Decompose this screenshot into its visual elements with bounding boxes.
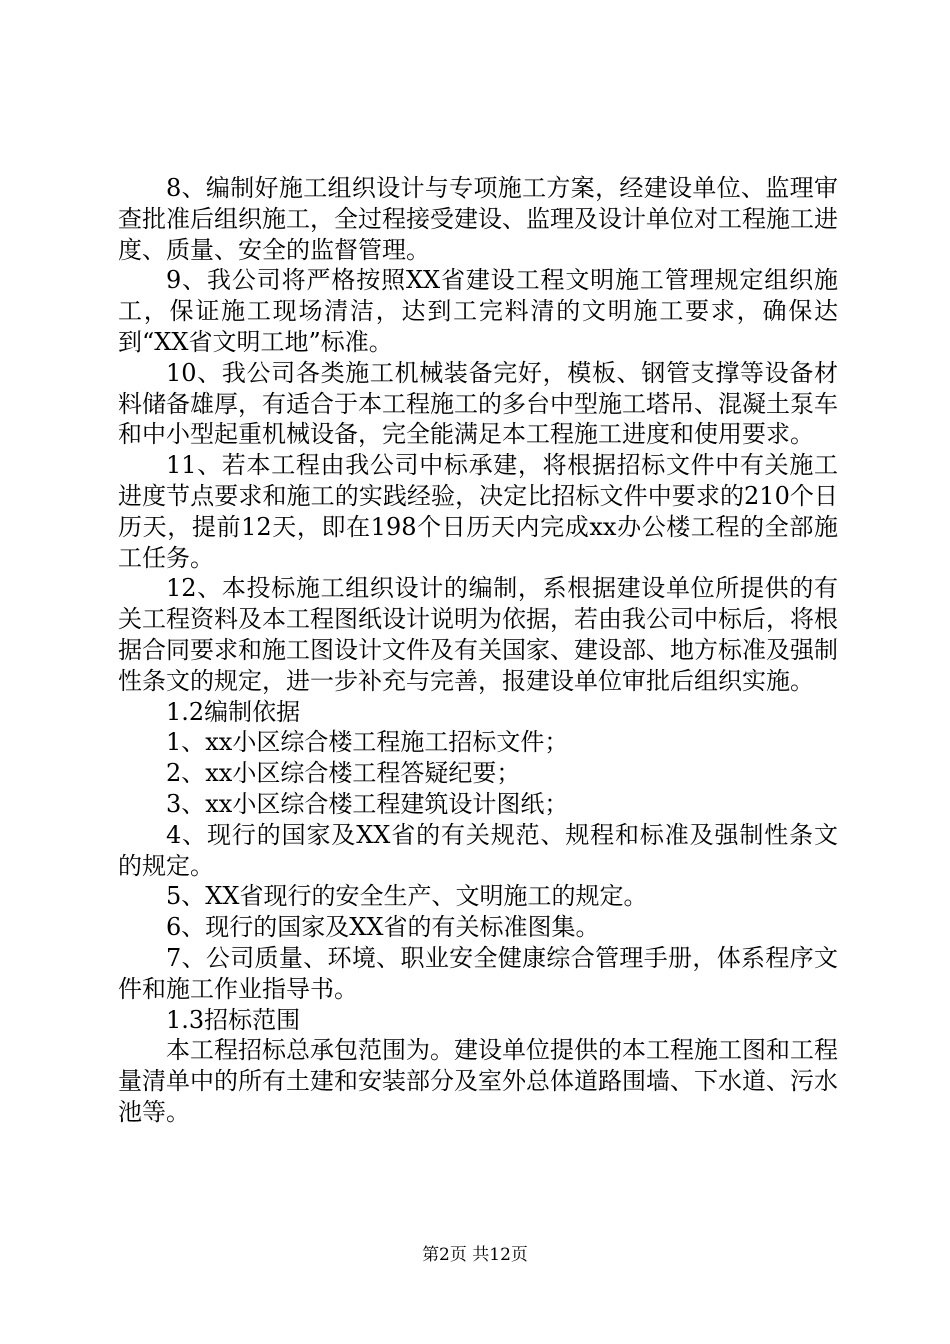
paragraph-item-11: 11、若本工程由我公司中标承建，将根据招标文件中有关施工进度节点要求和施工的实践经验，决定比招标文件中要求的210个日历天，提前12天，即在198个日历天内完成xx办公楼工程的全部施工任务。 xyxy=(118,451,838,572)
scope-paragraph: 本工程招标总承包范围为。建设单位提供的本工程施工图和工程量清单中的所有土建和安装部分及室外总体道路围墙、下水道、污水池等。 xyxy=(118,1036,838,1126)
basis-item-5: 5、XX省现行的安全生产、文明施工的规定。 xyxy=(166,882,648,911)
paragraph-item-8: 8、编制好施工组织设计与专项施工方案，经建设单位、监理审查批准后组织施工，全过程接受建设、监理及设计单位对工程施工进度、质量、安全的监督管理。 xyxy=(118,174,838,264)
basis-item-3: 3、xx小区综合楼工程建筑设计图纸； xyxy=(166,789,569,818)
basis-item-6: 6、现行的国家及XX省的有关标准图集。 xyxy=(166,913,600,942)
section-heading-basis: 1.2编制依据 xyxy=(166,697,301,726)
page-number-label: 第2页 共12页 xyxy=(422,1245,528,1265)
basis-item-2: 2、xx小区综合楼工程答疑纪要； xyxy=(166,759,521,788)
paragraph-item-12: 12、本投标施工组织设计的编制，系根据建设单位所提供的有关工程资料及本工程图纸设计说明为依据，若由我公司中标后，将根据合同要求和施工图设计文件及有关国家、建设部、地方标准及强制性条文的规定，进一步补充与完善，报建设单位审批后组织实施。 xyxy=(118,574,838,695)
section-heading-scope: 1.3招标范围 xyxy=(166,1005,301,1034)
basis-item-4: 4、现行的国家及XX省的有关规范、规程和标准及强制性条文的规定。 xyxy=(118,820,838,880)
basis-item-7: 7、公司质量、环境、职业安全健康综合管理手册，体系程序文件和施工作业指导书。 xyxy=(118,943,838,1003)
paragraph-item-9: 9、我公司将严格按照XX省建设工程文明施工管理规定组织施工，保证施工现场清洁，达到工完料清的文明施工要求，确保达到“XX省文明工地”标准。 xyxy=(118,266,838,356)
page-footer xyxy=(0,1244,950,1266)
paragraph-item-10: 10、我公司各类施工机械装备完好，模板、钢管支撑等设备材料储备雄厚，有适合于本工程施工的多台中型施工塔吊、混凝土泵车和中小型起重机械设备，完全能满足本工程施工进度和使用要求。 xyxy=(118,358,838,449)
basis-item-1: 1、xx小区综合楼工程施工招标文件； xyxy=(166,728,569,757)
document-body xyxy=(118,173,838,1128)
